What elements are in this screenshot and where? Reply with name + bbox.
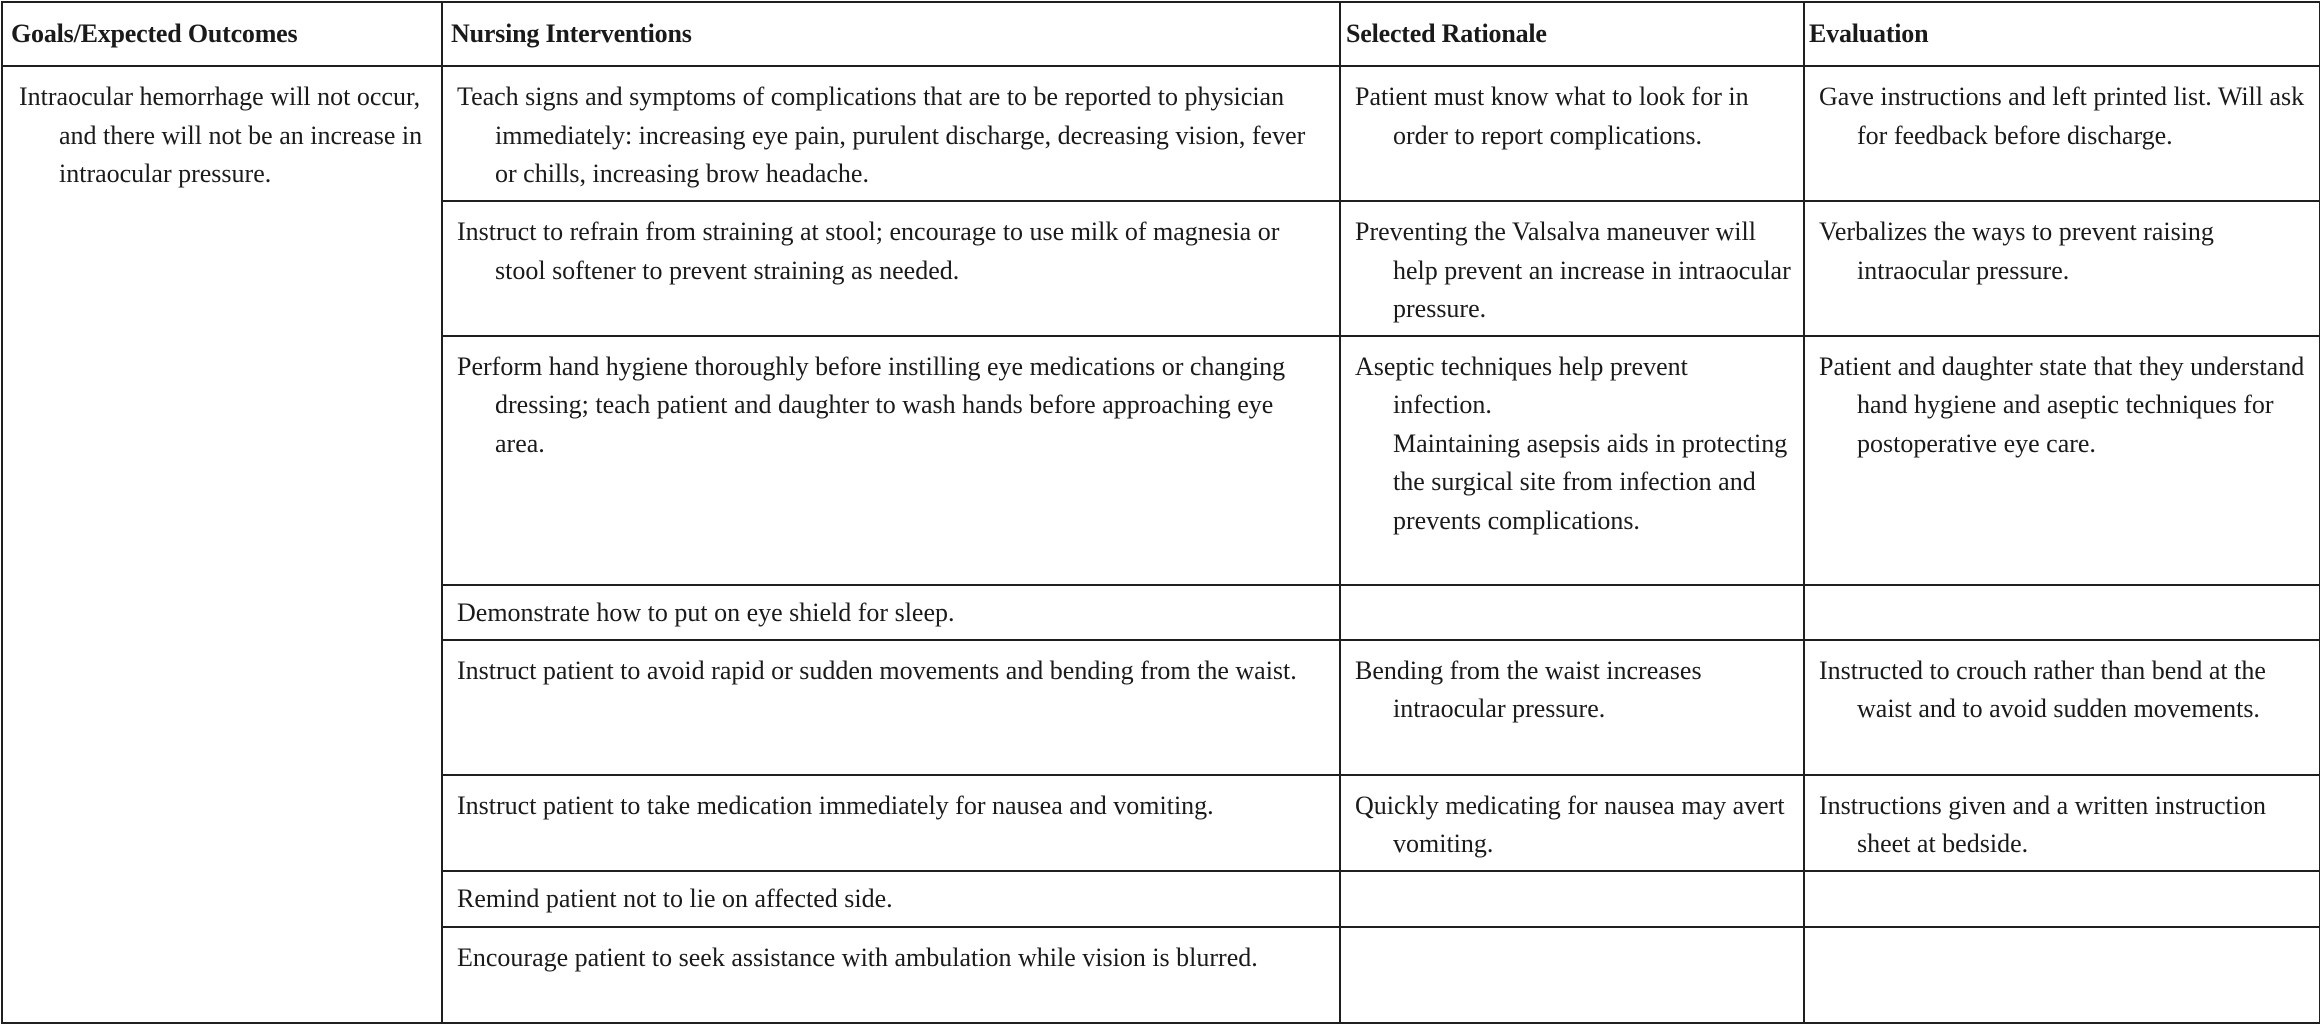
- evaluation-cell: [1804, 640, 2320, 775]
- intervention-text: Instruct patient to take medication immediately for nausea and vomiting.: [457, 790, 1214, 820]
- rationale-text: [1341, 928, 1803, 945]
- evaluation-cell: [1804, 871, 2320, 927]
- rationale-text: Quickly medicating for nausea may avert vomiting.: [1355, 790, 1785, 858]
- rationale-text: Preventing the Valsalva maneuver will help prevent an increase in intraocular pressure.: [1355, 217, 1791, 323]
- header-evaluation: Evaluation: [1804, 2, 2320, 66]
- goal-text: Intraocular hemorrhage will not occur, and there will not be an increase in intraocular pressure.: [19, 82, 423, 188]
- intervention-text: Remind patient not to lie on affected side.: [457, 883, 893, 913]
- header-interventions: Nursing Interventions: [442, 2, 1340, 66]
- evaluation-text: Gave instructions and left printed list. Will ask for feedback before discharge.: [1819, 82, 2305, 150]
- intervention-text: Perform hand hygiene thoroughly before instilling eye medications or changing dressing; teach patient and daughter to wash hands before approaching eye area.: [457, 351, 1286, 458]
- intervention-text: Encourage patient to seek assistance with ambulation while vision is blurred.: [457, 942, 1258, 972]
- rationale-text: [1341, 872, 1803, 886]
- rationale-cell: [1340, 66, 1804, 201]
- care-plan-table: [1, 1, 2320, 1024]
- rationale-text: Bending from the waist increases intraocular pressure.: [1355, 655, 1702, 723]
- intervention-cell: [442, 585, 1340, 640]
- goal-cell: [2, 66, 442, 1023]
- header-rationale: Selected Rationale: [1340, 2, 1804, 66]
- evaluation-text: Instructed to crouch rather than bend at the waist and to avoid sudden movements.: [1819, 655, 2266, 723]
- intervention-cell: [442, 336, 1340, 585]
- rationale-text: [1341, 586, 1803, 600]
- evaluation-cell: [1804, 927, 2320, 1023]
- rationale-cell: [1340, 585, 1804, 640]
- header-goals: Goals/Expected Outcomes: [2, 2, 442, 66]
- evaluation-text: [1805, 928, 2319, 945]
- evaluation-text: Verbalizes the ways to prevent raising intraocular pressure.: [1819, 217, 2214, 285]
- evaluation-text: [1805, 586, 2319, 600]
- header-row: [2, 2, 2320, 66]
- intervention-text: Teach signs and symptoms of complications that are to be reported to physician immediately: increasing eye pain, purulent discharge, decreasing vision, fever or chills, increasing brow headache.: [457, 82, 1306, 188]
- intervention-cell: [442, 66, 1340, 201]
- rationale-cell: [1340, 871, 1804, 927]
- evaluation-cell: [1804, 201, 2320, 336]
- table-row: [2, 66, 2320, 201]
- intervention-text: Instruct to refrain from straining at stool; encourage to use milk of magnesia or stool softener to prevent straining as needed.: [457, 217, 1280, 285]
- evaluation-text: Patient and daughter state that they understand hand hygiene and aseptic techniques for postoperative eye care.: [1819, 351, 2305, 458]
- rationale-text: Patient must know what to look for in order to report complications.: [1355, 82, 1749, 150]
- rationale-text-part-2: Maintaining asepsis aids in protecting the surgical site from infection and prevents complications.: [1393, 428, 1788, 535]
- rationale-cell: [1340, 336, 1804, 585]
- rationale-cell: [1340, 775, 1804, 871]
- rationale-cell: [1340, 640, 1804, 775]
- evaluation-text: Instructions given and a written instruction sheet at bedside.: [1819, 790, 2266, 858]
- intervention-text: Demonstrate how to put on eye shield for sleep.: [457, 597, 955, 627]
- intervention-text: Instruct patient to avoid rapid or sudden movements and bending from the waist.: [457, 655, 1297, 685]
- evaluation-cell: [1804, 66, 2320, 201]
- rationale-cell: [1340, 201, 1804, 336]
- rationale-text-part-1: Aseptic techniques help prevent infection.: [1355, 351, 1688, 419]
- intervention-cell: [442, 927, 1340, 1023]
- evaluation-cell: [1804, 775, 2320, 871]
- evaluation-cell: [1804, 585, 2320, 640]
- rationale-cell: [1340, 927, 1804, 1023]
- intervention-cell: [442, 775, 1340, 871]
- intervention-cell: [442, 201, 1340, 336]
- intervention-cell: [442, 640, 1340, 775]
- rationale-text: [1341, 337, 1803, 547]
- intervention-cell: [442, 871, 1340, 927]
- evaluation-cell: [1804, 336, 2320, 585]
- evaluation-text: [1805, 872, 2319, 886]
